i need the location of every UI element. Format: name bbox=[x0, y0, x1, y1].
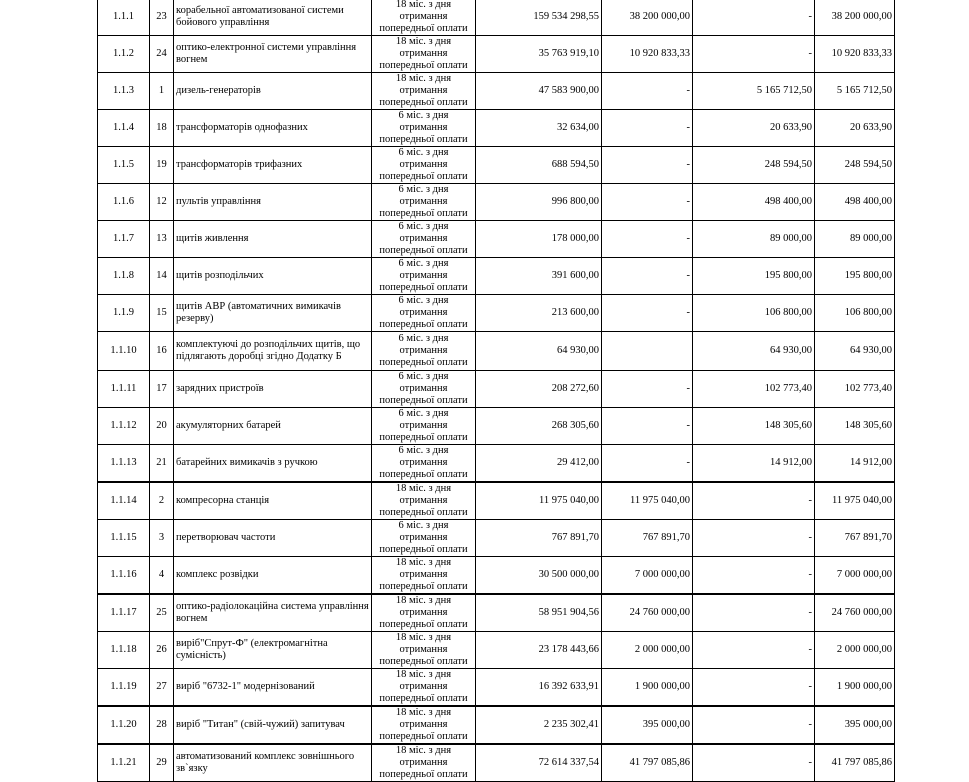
row-number-cell: 1.1.2 bbox=[98, 36, 150, 73]
row-number-cell: 1.1.20 bbox=[98, 706, 150, 744]
delivery-term-cell: 18 міс. з дня отримання попередньої оплати bbox=[372, 482, 476, 520]
item-index-cell: 15 bbox=[150, 295, 174, 332]
item-index-cell: 16 bbox=[150, 332, 174, 371]
delivery-term-cell: 18 міс. з дня отримання попередньої оплати bbox=[372, 594, 476, 632]
table-row bbox=[98, 295, 895, 332]
item-name-cell: оптико-електронної системи управління вогнем bbox=[174, 36, 372, 73]
row-number-cell: 1.1.5 bbox=[98, 147, 150, 184]
table-row bbox=[98, 482, 895, 520]
amount-cell: - bbox=[693, 744, 815, 782]
table-row bbox=[98, 73, 895, 110]
item-name-cell: автоматизований комплекс зовнішнього зв`язку bbox=[174, 744, 372, 782]
amount-total-cell: 1 900 000,00 bbox=[815, 669, 895, 707]
amount-cell bbox=[602, 332, 693, 371]
item-index-cell: 2 bbox=[150, 482, 174, 520]
item-index-cell: 21 bbox=[150, 445, 174, 483]
delivery-term-cell: 18 міс. з дня отримання попередньої оплати bbox=[372, 706, 476, 744]
amount-cell: 89 000,00 bbox=[693, 221, 815, 258]
total-cost-cell: 35 763 919,10 bbox=[476, 36, 602, 73]
amount-total-cell: 20 633,90 bbox=[815, 110, 895, 147]
amount-total-cell: 2 000 000,00 bbox=[815, 632, 895, 669]
item-name-cell: акумуляторних батарей bbox=[174, 408, 372, 445]
amount-cell: - bbox=[602, 184, 693, 221]
item-name-cell: зарядних пристроїв bbox=[174, 371, 372, 408]
delivery-term-cell: 18 міс. з дня отримання попередньої оплати bbox=[372, 744, 476, 782]
delivery-term-cell: 18 міс. з дня отримання попередньої оплати bbox=[372, 669, 476, 707]
table-row bbox=[98, 744, 895, 782]
amount-total-cell: 10 920 833,33 bbox=[815, 36, 895, 73]
amount-cell: 7 000 000,00 bbox=[602, 557, 693, 595]
item-index-cell: 23 bbox=[150, 0, 174, 36]
total-cost-cell: 996 800,00 bbox=[476, 184, 602, 221]
amount-cell: - bbox=[693, 36, 815, 73]
amount-cell: - bbox=[693, 669, 815, 707]
total-cost-cell: 208 272,60 bbox=[476, 371, 602, 408]
table-row bbox=[98, 669, 895, 707]
item-name-cell: виріб"Спрут-Ф" (електромагнітна сумісність) bbox=[174, 632, 372, 669]
amount-cell: 14 912,00 bbox=[693, 445, 815, 483]
row-number-cell: 1.1.6 bbox=[98, 184, 150, 221]
table-row bbox=[98, 332, 895, 371]
table-row bbox=[98, 147, 895, 184]
total-cost-cell: 29 412,00 bbox=[476, 445, 602, 483]
item-index-cell: 19 bbox=[150, 147, 174, 184]
amount-cell: - bbox=[602, 371, 693, 408]
amount-total-cell: 89 000,00 bbox=[815, 221, 895, 258]
table-row bbox=[98, 0, 895, 36]
delivery-term-cell: 18 міс. з дня отримання попередньої оплати bbox=[372, 557, 476, 595]
amount-cell: 148 305,60 bbox=[693, 408, 815, 445]
amount-cell: - bbox=[693, 482, 815, 520]
amount-cell: 498 400,00 bbox=[693, 184, 815, 221]
total-cost-cell: 213 600,00 bbox=[476, 295, 602, 332]
item-name-cell: комплектуючі до розподільчих щитів, що підлягають доробці згідно Додатку Б bbox=[174, 332, 372, 371]
amount-cell: 64 930,00 bbox=[693, 332, 815, 371]
amount-total-cell: 248 594,50 bbox=[815, 147, 895, 184]
item-index-cell: 20 bbox=[150, 408, 174, 445]
item-index-cell: 14 bbox=[150, 258, 174, 295]
total-cost-cell: 11 975 040,00 bbox=[476, 482, 602, 520]
amount-cell: 195 800,00 bbox=[693, 258, 815, 295]
amount-total-cell: 7 000 000,00 bbox=[815, 557, 895, 595]
item-index-cell: 18 bbox=[150, 110, 174, 147]
item-name-cell: пультів управління bbox=[174, 184, 372, 221]
table-row bbox=[98, 110, 895, 147]
item-name-cell: виріб "Титан" (свій-чужий) запитувач bbox=[174, 706, 372, 744]
amount-cell: 395 000,00 bbox=[602, 706, 693, 744]
amount-total-cell: 38 200 000,00 bbox=[815, 0, 895, 36]
table-row bbox=[98, 36, 895, 73]
table-row bbox=[98, 445, 895, 483]
row-number-cell: 1.1.18 bbox=[98, 632, 150, 669]
row-number-cell: 1.1.1 bbox=[98, 0, 150, 36]
table-row bbox=[98, 632, 895, 669]
row-number-cell: 1.1.11 bbox=[98, 371, 150, 408]
amount-cell: 102 773,40 bbox=[693, 371, 815, 408]
amount-cell: - bbox=[693, 557, 815, 595]
item-name-cell: трансформаторів трифазних bbox=[174, 147, 372, 184]
item-index-cell: 1 bbox=[150, 73, 174, 110]
table-row bbox=[98, 221, 895, 258]
amount-cell: - bbox=[693, 632, 815, 669]
delivery-term-cell: 6 міс. з дня отримання попередньої оплати bbox=[372, 110, 476, 147]
total-cost-cell: 47 583 900,00 bbox=[476, 73, 602, 110]
amount-cell: - bbox=[602, 147, 693, 184]
amount-total-cell: 106 800,00 bbox=[815, 295, 895, 332]
amount-cell: 41 797 085,86 bbox=[602, 744, 693, 782]
item-name-cell: дизель-генераторів bbox=[174, 73, 372, 110]
total-cost-cell: 391 600,00 bbox=[476, 258, 602, 295]
row-number-cell: 1.1.10 bbox=[98, 332, 150, 371]
total-cost-cell: 32 634,00 bbox=[476, 110, 602, 147]
delivery-term-cell: 6 міс. з дня отримання попередньої оплати bbox=[372, 371, 476, 408]
total-cost-cell: 64 930,00 bbox=[476, 332, 602, 371]
amount-cell: - bbox=[602, 258, 693, 295]
item-name-cell: виріб "6732-1" модернізований bbox=[174, 669, 372, 707]
row-number-cell: 1.1.9 bbox=[98, 295, 150, 332]
total-cost-cell: 159 534 298,55 bbox=[476, 0, 602, 36]
amount-cell: - bbox=[602, 445, 693, 483]
total-cost-cell: 268 305,60 bbox=[476, 408, 602, 445]
amount-total-cell: 767 891,70 bbox=[815, 520, 895, 557]
delivery-term-cell: 6 міс. з дня отримання попередньої оплати bbox=[372, 221, 476, 258]
delivery-term-cell: 6 міс. з дня отримання попередньої оплати bbox=[372, 147, 476, 184]
delivery-term-cell: 6 міс. з дня отримання попередньої оплати bbox=[372, 520, 476, 557]
delivery-term-cell: 6 міс. з дня отримання попередньої оплати bbox=[372, 445, 476, 483]
table-row bbox=[98, 520, 895, 557]
amount-cell: - bbox=[693, 594, 815, 632]
amount-cell: - bbox=[602, 73, 693, 110]
total-cost-cell: 58 951 904,56 bbox=[476, 594, 602, 632]
total-cost-cell: 2 235 302,41 bbox=[476, 706, 602, 744]
delivery-term-cell: 18 міс. з дня отримання попередньої оплати bbox=[372, 36, 476, 73]
total-cost-cell: 23 178 443,66 bbox=[476, 632, 602, 669]
item-name-cell: комплекс розвідки bbox=[174, 557, 372, 595]
amount-total-cell: 395 000,00 bbox=[815, 706, 895, 744]
amount-total-cell: 14 912,00 bbox=[815, 445, 895, 483]
item-name-cell: перетворювач частоти bbox=[174, 520, 372, 557]
amount-cell: - bbox=[602, 221, 693, 258]
row-number-cell: 1.1.16 bbox=[98, 557, 150, 595]
row-number-cell: 1.1.15 bbox=[98, 520, 150, 557]
amount-total-cell: 41 797 085,86 bbox=[815, 744, 895, 782]
amount-total-cell: 148 305,60 bbox=[815, 408, 895, 445]
budget-table bbox=[97, 0, 895, 782]
delivery-term-cell: 6 міс. з дня отримання попередньої оплати bbox=[372, 408, 476, 445]
total-cost-cell: 16 392 633,91 bbox=[476, 669, 602, 707]
delivery-term-cell: 6 міс. з дня отримання попередньої оплати bbox=[372, 295, 476, 332]
item-index-cell: 25 bbox=[150, 594, 174, 632]
total-cost-cell: 72 614 337,54 bbox=[476, 744, 602, 782]
amount-total-cell: 102 773,40 bbox=[815, 371, 895, 408]
item-index-cell: 29 bbox=[150, 744, 174, 782]
row-number-cell: 1.1.3 bbox=[98, 73, 150, 110]
total-cost-cell: 178 000,00 bbox=[476, 221, 602, 258]
item-index-cell: 28 bbox=[150, 706, 174, 744]
item-index-cell: 17 bbox=[150, 371, 174, 408]
table-row bbox=[98, 557, 895, 595]
amount-total-cell: 11 975 040,00 bbox=[815, 482, 895, 520]
amount-cell: - bbox=[602, 408, 693, 445]
delivery-term-cell: 18 міс. з дня отримання попередньої оплати bbox=[372, 0, 476, 36]
row-number-cell: 1.1.21 bbox=[98, 744, 150, 782]
item-name-cell: батарейних вимикачів з ручкою bbox=[174, 445, 372, 483]
amount-total-cell: 24 760 000,00 bbox=[815, 594, 895, 632]
amount-cell: 20 633,90 bbox=[693, 110, 815, 147]
item-name-cell: трансформаторів однофазних bbox=[174, 110, 372, 147]
amount-total-cell: 498 400,00 bbox=[815, 184, 895, 221]
item-name-cell: корабельної автоматизованої системи бойового управління bbox=[174, 0, 372, 36]
item-name-cell: оптико-радіолокаційна система управління вогнем bbox=[174, 594, 372, 632]
amount-cell: 106 800,00 bbox=[693, 295, 815, 332]
amount-cell: 5 165 712,50 bbox=[693, 73, 815, 110]
row-number-cell: 1.1.7 bbox=[98, 221, 150, 258]
item-index-cell: 3 bbox=[150, 520, 174, 557]
item-index-cell: 4 bbox=[150, 557, 174, 595]
amount-cell: - bbox=[693, 0, 815, 36]
row-number-cell: 1.1.14 bbox=[98, 482, 150, 520]
table-row bbox=[98, 706, 895, 744]
amount-cell: - bbox=[693, 706, 815, 744]
amount-cell: 767 891,70 bbox=[602, 520, 693, 557]
item-index-cell: 24 bbox=[150, 36, 174, 73]
amount-total-cell: 64 930,00 bbox=[815, 332, 895, 371]
table-row bbox=[98, 408, 895, 445]
amount-cell: - bbox=[602, 295, 693, 332]
item-name-cell: щитів розподільчих bbox=[174, 258, 372, 295]
row-number-cell: 1.1.12 bbox=[98, 408, 150, 445]
amount-cell: 38 200 000,00 bbox=[602, 0, 693, 36]
row-number-cell: 1.1.8 bbox=[98, 258, 150, 295]
amount-cell: - bbox=[693, 520, 815, 557]
item-index-cell: 26 bbox=[150, 632, 174, 669]
amount-cell: 2 000 000,00 bbox=[602, 632, 693, 669]
row-number-cell: 1.1.17 bbox=[98, 594, 150, 632]
delivery-term-cell: 6 міс. з дня отримання попередньої оплати bbox=[372, 258, 476, 295]
amount-cell: 1 900 000,00 bbox=[602, 669, 693, 707]
item-index-cell: 12 bbox=[150, 184, 174, 221]
item-name-cell: щитів живлення bbox=[174, 221, 372, 258]
amount-cell: - bbox=[602, 110, 693, 147]
table-body bbox=[98, 0, 895, 782]
delivery-term-cell: 6 міс. з дня отримання попередньої оплати bbox=[372, 184, 476, 221]
item-index-cell: 13 bbox=[150, 221, 174, 258]
delivery-term-cell: 6 міс. з дня отримання попередньої оплати bbox=[372, 332, 476, 371]
total-cost-cell: 688 594,50 bbox=[476, 147, 602, 184]
row-number-cell: 1.1.19 bbox=[98, 669, 150, 707]
table-row bbox=[98, 258, 895, 295]
item-index-cell: 27 bbox=[150, 669, 174, 707]
amount-cell: 248 594,50 bbox=[693, 147, 815, 184]
row-number-cell: 1.1.4 bbox=[98, 110, 150, 147]
amount-cell: 11 975 040,00 bbox=[602, 482, 693, 520]
item-name-cell: компресорна станція bbox=[174, 482, 372, 520]
total-cost-cell: 30 500 000,00 bbox=[476, 557, 602, 595]
amount-total-cell: 5 165 712,50 bbox=[815, 73, 895, 110]
total-cost-cell: 767 891,70 bbox=[476, 520, 602, 557]
amount-cell: 10 920 833,33 bbox=[602, 36, 693, 73]
delivery-term-cell: 18 міс. з дня отримання попередньої оплати bbox=[372, 632, 476, 669]
row-number-cell: 1.1.13 bbox=[98, 445, 150, 483]
table-row bbox=[98, 184, 895, 221]
table-row bbox=[98, 371, 895, 408]
amount-total-cell: 195 800,00 bbox=[815, 258, 895, 295]
item-name-cell: щитів АВР (автоматичних вимикачів резерву) bbox=[174, 295, 372, 332]
delivery-term-cell: 18 міс. з дня отримання попередньої оплати bbox=[372, 73, 476, 110]
amount-cell: 24 760 000,00 bbox=[602, 594, 693, 632]
